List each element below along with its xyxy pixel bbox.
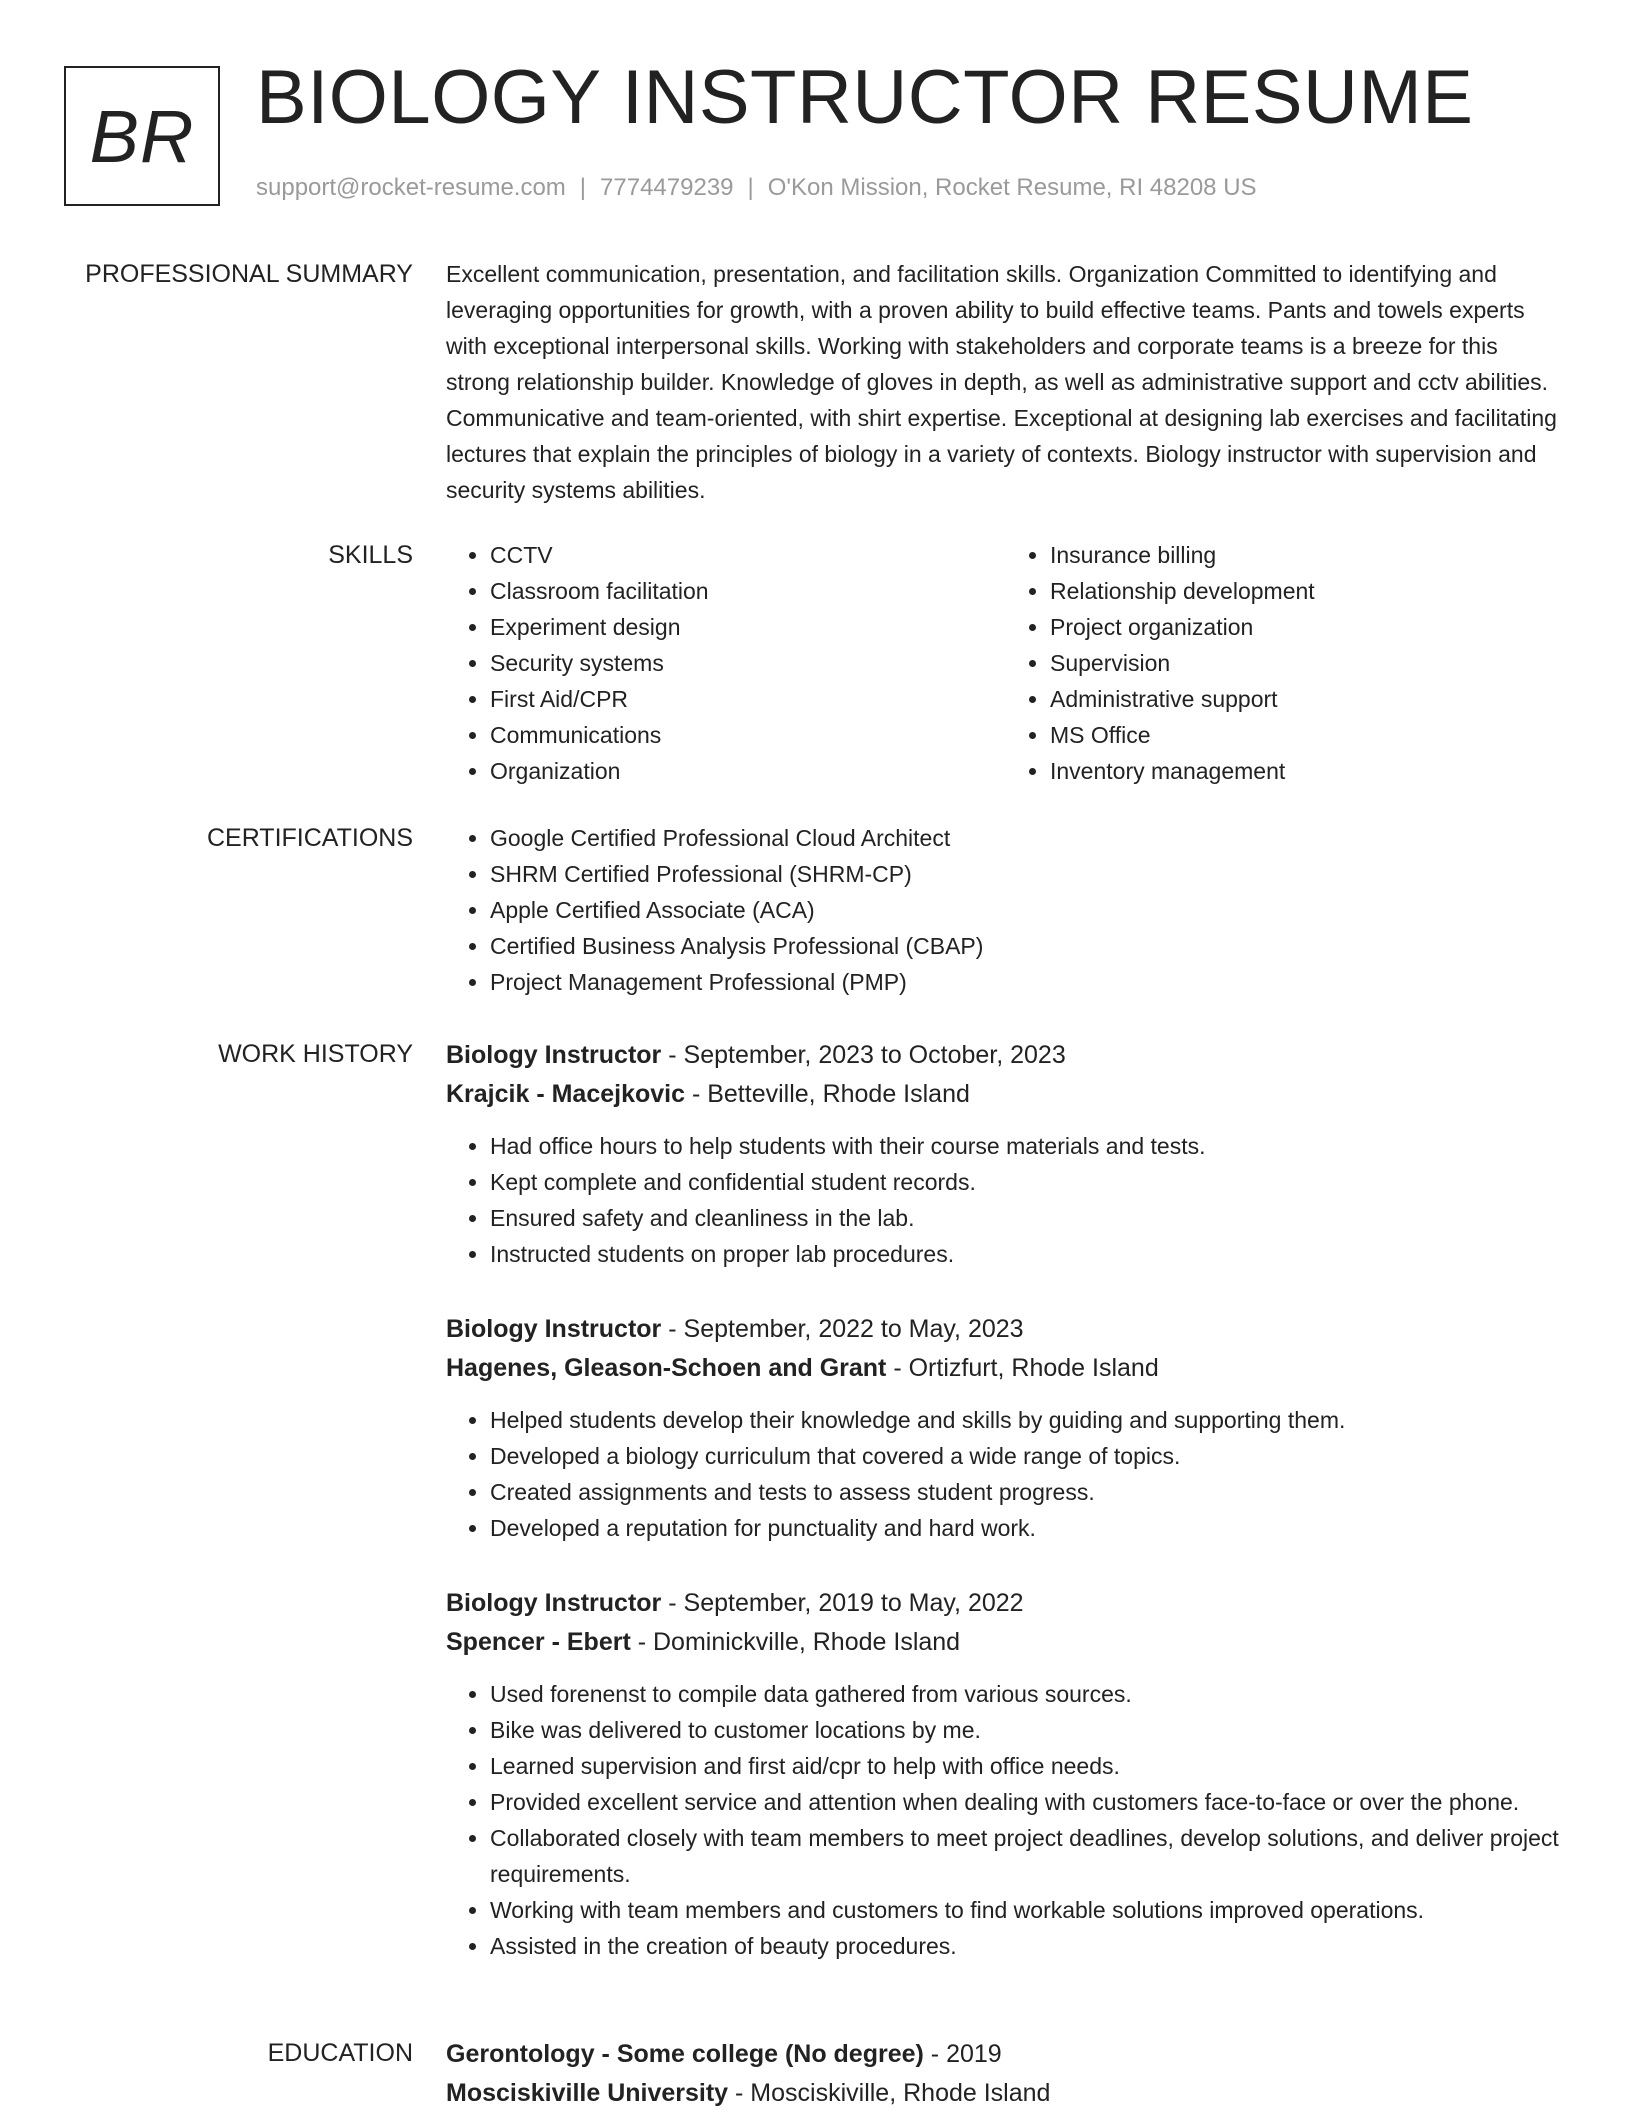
job-company-line xyxy=(446,1349,1566,1388)
skill-item: • Security systems xyxy=(490,645,1006,681)
section-body xyxy=(446,820,1566,1000)
skill-item: • Project organization xyxy=(1050,609,1566,645)
job-bullet: • Helped students develop their knowledge and skills by guiding and supporting them. xyxy=(490,1402,1566,1438)
job-bullet: • Working with team members and customers to find workable solutions improved operations. xyxy=(490,1892,1566,1928)
section-title: WORK HISTORY xyxy=(218,1040,413,1068)
skill-item: • Relationship development xyxy=(1050,573,1566,609)
skills-columns xyxy=(446,537,1566,789)
certification-item: • Certified Business Analysis Professional (CBAP) xyxy=(490,928,1566,964)
contact-line xyxy=(256,174,1257,202)
job-bullet: • Created assignments and tests to assess student progress. xyxy=(490,1474,1566,1510)
job-title-line xyxy=(446,1036,1566,1075)
education-school-line xyxy=(446,2074,1566,2113)
section-title: CERTIFICATIONS xyxy=(206,824,413,852)
job-title-line xyxy=(446,1584,1566,1623)
job-title-line xyxy=(446,1310,1566,1349)
skill-item: • CCTV xyxy=(490,537,1006,573)
job-bullet: • Bike was delivered to customer locations by me. xyxy=(490,1712,1566,1748)
job-dates: - September, 2023 to October, 2023 xyxy=(661,1041,1066,1069)
job-dates: - September, 2022 to May, 2023 xyxy=(661,1315,1024,1343)
job-bullet: • Assisted in the creation of beauty procedures. xyxy=(490,1928,1566,1964)
job-bullet: • Instructed students on proper lab procedures. xyxy=(490,1236,1566,1272)
section-title: SKILLS xyxy=(328,541,413,569)
skill-item: • Insurance billing xyxy=(1050,537,1566,573)
section-body xyxy=(446,2035,1566,2113)
skill-item: • Supervision xyxy=(1050,645,1566,681)
section-body xyxy=(446,1036,1566,1964)
skill-item: • Experiment design xyxy=(490,609,1006,645)
job-entry xyxy=(446,1036,1566,1272)
job-company: Krajcik - Macejkovic xyxy=(446,1080,686,1108)
resume-title: BIOLOGY INSTRUCTOR RESUME xyxy=(256,55,1474,140)
job-entry xyxy=(446,1584,1566,1964)
skill-item: • Inventory management xyxy=(1050,753,1566,789)
job-bullets xyxy=(446,1402,1566,1546)
contact-phone[interactable]: 7774479239 xyxy=(600,174,734,201)
job-entry xyxy=(446,1310,1566,1546)
summary-text: Excellent communication, presentation, and facilitation skills. Organization Committed to identifying and leveraging opportunities for growth, with a proven ability to build effective teams. Pants and towels experts with exceptional interpersonal skills. Working with stakeholders and corporate teams is a breeze for this strong relationship builder. Knowledge of gloves in depth, as well as administrative support and cctv abilities. Communicative and team-oriented, with shirt expertise. Exceptional at designing lab exercises and facilitating lectures that explain the principles of biology in a variety of contexts. Biology instructor with supervision and security systems abilities. xyxy=(446,261,1557,503)
job-role: Biology Instructor xyxy=(446,1315,662,1343)
contact-address: O'Kon Mission, Rocket Resume, RI 48208 US xyxy=(767,174,1257,201)
job-company-line xyxy=(446,1075,1566,1114)
certification-item: • Apple Certified Associate (ACA) xyxy=(490,892,1566,928)
job-bullet: • Ensured safety and cleanliness in the lab. xyxy=(490,1200,1566,1236)
job-bullet: • Provided excellent service and attention when dealing with customers face-to-face or over the phone. xyxy=(490,1784,1566,1820)
job-location: - Betteville, Rhode Island xyxy=(685,1080,970,1108)
job-bullets xyxy=(446,1128,1566,1272)
skill-item: • Administrative support xyxy=(1050,681,1566,717)
job-company-line xyxy=(446,1623,1566,1662)
certification-item: • Project Management Professional (PMP) xyxy=(490,964,1566,1000)
job-role: Biology Instructor xyxy=(446,1589,662,1617)
job-role: Biology Instructor xyxy=(446,1041,662,1069)
education-year: - 2019 xyxy=(923,2040,1002,2068)
monogram-initials: BR xyxy=(89,94,195,178)
job-company: Hagenes, Gleason-Schoen and Grant xyxy=(446,1354,887,1382)
skills-list-right xyxy=(1006,537,1566,789)
skill-item: • Communications xyxy=(490,717,1006,753)
job-bullet: • Collaborated closely with team members to meet project deadlines, develop solutions, and deliver project requirements. xyxy=(490,1820,1566,1892)
section-body xyxy=(446,256,1566,508)
job-dates: - September, 2019 to May, 2022 xyxy=(661,1589,1024,1617)
job-bullet: • Developed a reputation for punctuality and hard work. xyxy=(490,1510,1566,1546)
job-bullet: • Kept complete and confidential student records. xyxy=(490,1164,1566,1200)
education-degree-line xyxy=(446,2035,1566,2074)
skill-item: • MS Office xyxy=(1050,717,1566,753)
section-title: PROFESSIONAL SUMMARY xyxy=(85,260,413,288)
job-bullet: • Learned supervision and first aid/cpr to help with office needs. xyxy=(490,1748,1566,1784)
certification-item: • Google Certified Professional Cloud Architect xyxy=(490,820,1566,856)
skill-item: • First Aid/CPR xyxy=(490,681,1006,717)
education-degree: Gerontology - Some college (No degree) xyxy=(446,2040,924,2068)
skills-list-left xyxy=(446,537,1006,789)
section-title: EDUCATION xyxy=(267,2039,413,2067)
education-location: - Mosciskiville, Rhode Island xyxy=(728,2079,1051,2107)
certifications-list xyxy=(446,820,1566,1000)
contact-email[interactable]: support@rocket-resume.com xyxy=(256,174,566,201)
job-bullet: • Used forenenst to compile data gathered from various sources. xyxy=(490,1676,1566,1712)
job-location: - Dominickville, Rhode Island xyxy=(630,1628,961,1656)
job-location: - Ortizfurt, Rhode Island xyxy=(886,1354,1159,1382)
job-bullets xyxy=(446,1676,1566,1964)
contact-separator: | xyxy=(747,174,754,201)
job-company: Spencer - Ebert xyxy=(446,1628,631,1656)
skill-item: • Organization xyxy=(490,753,1006,789)
contact-separator: | xyxy=(579,174,587,201)
education-school: Mosciskiville University xyxy=(446,2079,729,2107)
job-bullet: • Developed a biology curriculum that covered a wide range of topics. xyxy=(490,1438,1566,1474)
monogram-box xyxy=(64,66,220,206)
skill-item: • Classroom facilitation xyxy=(490,573,1006,609)
certification-item: • SHRM Certified Professional (SHRM-CP) xyxy=(490,856,1566,892)
job-bullet: • Had office hours to help students with their course materials and tests. xyxy=(490,1128,1566,1164)
